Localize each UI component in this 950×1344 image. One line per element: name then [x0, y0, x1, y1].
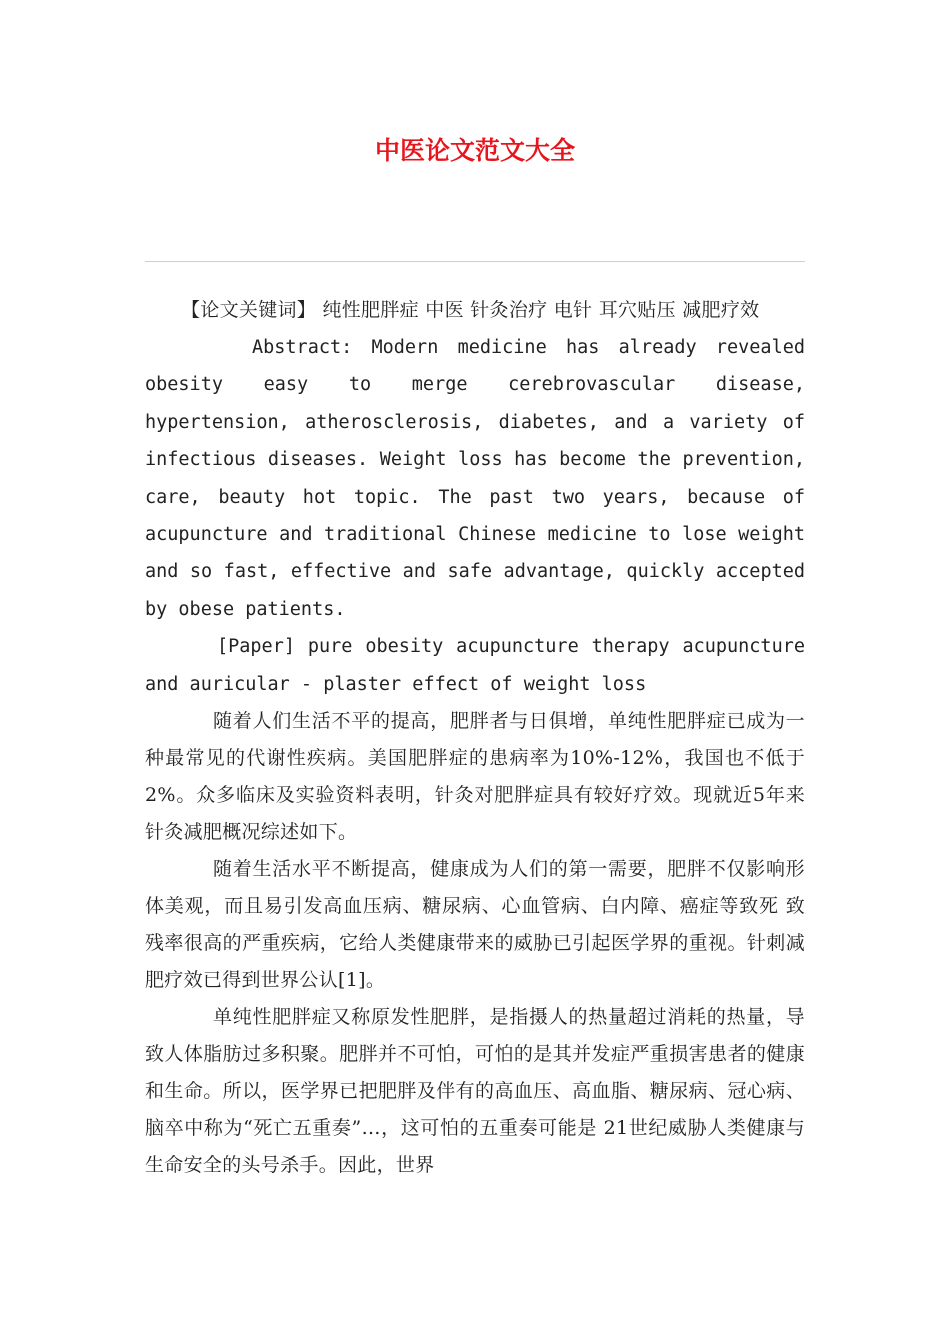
document-title: 中医论文范文大全 — [374, 136, 575, 165]
document-body — [145, 292, 805, 1184]
title-divider — [145, 261, 805, 262]
body-paragraph-3: 单纯性肥胖症又称原发性肥胖，是指摄人的热量超过消耗的热量，导致人体脂肪过多积聚。肥胖并不可怕，可怕的是其并发症严重损害患者的健康和生命。所以，医学界已把肥胖及伴有的高血压、高血脂、糖尿病、冠心病、脑卒中称为“死亡五重奏”…，这可怕的五重奏可能是 21世纪威胁人类健康与生命安全的头号杀手。因此，世界 — [145, 1006, 805, 1177]
body-paragraph-2: 随着生活水平不断提高，健康成为人们的第一需要，肥胖不仅影响形体美观，而且易引发高血压病、糖尿病、心血管病、白内障、癌症等致死 致残率很高的严重疾病，它给人类健康带来的威胁已引起医学界的重视。针刺减肥疗效已得到世界公认[1]。 — [145, 858, 805, 992]
body-paragraph-1: 随着人们生活不平的提高，肥胖者与日俱增，单纯性肥胖症已成为一种最常见的代谢性疾病。美国肥胖症的患病率为10%-12%，我国也不低于2%。众多临床及实验资料表明，针灸对肥胖症具有较好疗效。现就近5年来针灸减肥概况综述如下。 — [145, 710, 805, 844]
abstract-paragraph: Abstract: Modern medicine has already revealed obesity easy to merge cerebrovascular disease, hypertension, atherosclerosis, diabetes, and a variety of infectious diseases. Weight loss has become the prevention, care, beauty hot topic. The past two years, because of acupuncture and traditional Chinese medicine to lose weight and so fast, effective and safe advantage, quickly accepted by obese patients. — [145, 337, 805, 620]
english-keywords-paragraph: [Paper] pure obesity acupuncture therapy acupuncture and auricular - plaster effect of weight loss — [145, 636, 805, 695]
keywords-paragraph: 【论文关键词】 纯性肥胖症 中医 针灸治疗 电针 耳穴贴压 减肥疗效 — [181, 299, 760, 321]
